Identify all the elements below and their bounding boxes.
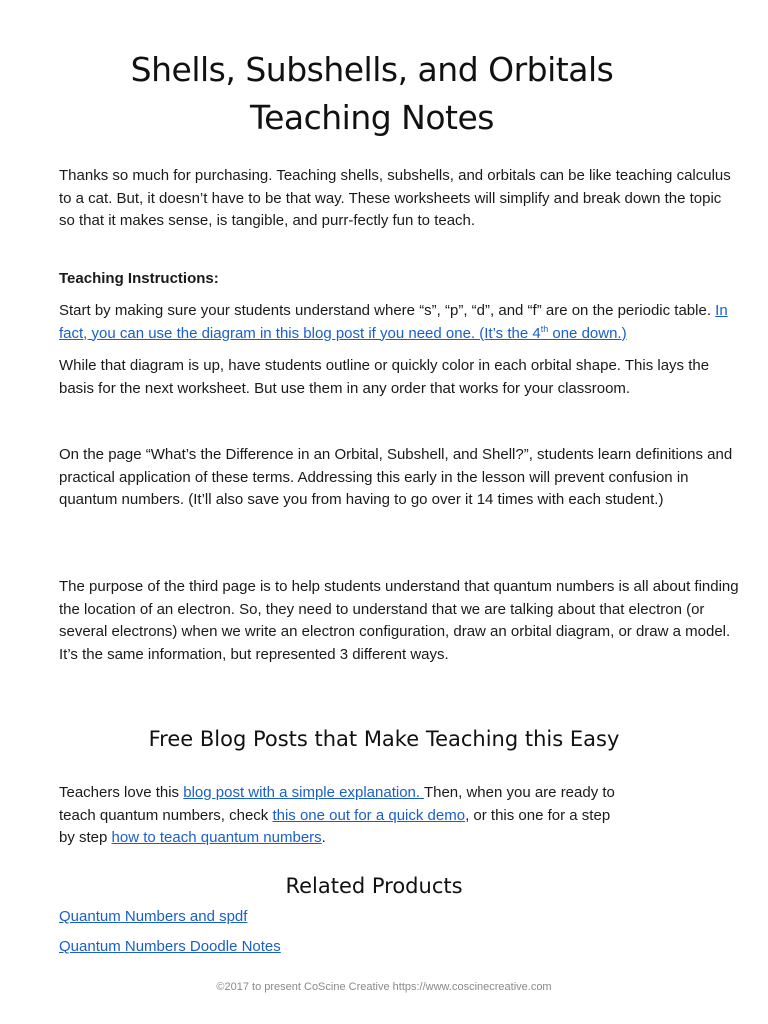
related-products-list — [59, 906, 281, 958]
related-products-heading: Related Products — [285, 874, 463, 898]
related-product-link-2[interactable]: Quantum Numbers Doodle Notes — [59, 938, 281, 955]
page-title-line1: Shells, Subshells, and Orbitals — [130, 50, 614, 89]
blog-posts-heading: Free Blog Posts that Make Teaching this Easy — [148, 727, 620, 751]
teaching-instructions-heading: Teaching Instructions: — [59, 270, 219, 287]
page-title-line2: Teaching Notes — [250, 98, 494, 137]
blog-post-diagram-link[interactable]: In fact, you can use the diagram in this blog post if you need one. (It’s the 4th one down.) — [59, 302, 728, 342]
instructions-paragraph-1-text: Start by making sure your students understand where “s”, “p”, “d”, and “f” are on the periodic table. — [59, 302, 716, 319]
instructions-paragraph-3: On the page “What’s the Difference in an Orbital, Subshell, and Shell?”, students learn definitions and practical application of these terms. Addressing this early in the lesson will prevent confusion in quantum numbers. (It’ll also save you from having to go over it 14 times with each student.) — [59, 446, 733, 508]
intro-paragraph: Thanks so much for purchasing. Teaching shells, subshells, and orbitals can be like teaching calculus to a cat. But, it doesn’t have to be that way. These worksheets will simplify and break down the topic so that it makes sense, is tangible, and purr-fectly fun to teach. — [59, 167, 731, 229]
page-footer: ©2017 to present CoScine Creative https://www.coscinecreative.com — [216, 981, 552, 993]
blog-posts-paragraph: Teachers love this blog post with a simple explanation. Then, when you are ready to teach quantum numbers, check this one out for a quick demo, or this one for a step by step how to teach quantum numbers. — [59, 784, 615, 846]
instructions-paragraph-1 — [59, 300, 739, 345]
related-product-link-1[interactable]: Quantum Numbers and spdf — [59, 908, 248, 925]
instructions-paragraph-4: The purpose of the third page is to help students understand that quantum numbers is all about finding the location of an electron. So, they need to understand that we are talking about that electron (or several electrons) when we write an electron configuration, draw an orbital diagram, or draw a model. It’s the same information, but represented 3 different ways. — [59, 578, 739, 663]
instructions-paragraph-2: While that diagram is up, have students outline or quickly color in each orbital shape. This lays the basis for the next worksheet. But use them in any order that works for your classroom. — [59, 357, 710, 397]
quick-demo-link[interactable]: this one out for a quick demo — [272, 806, 466, 824]
how-to-teach-quantum-numbers-link[interactable]: how to teach quantum numbers — [111, 829, 322, 846]
simple-explanation-link[interactable]: blog post with a simple explanation. — [183, 784, 424, 801]
